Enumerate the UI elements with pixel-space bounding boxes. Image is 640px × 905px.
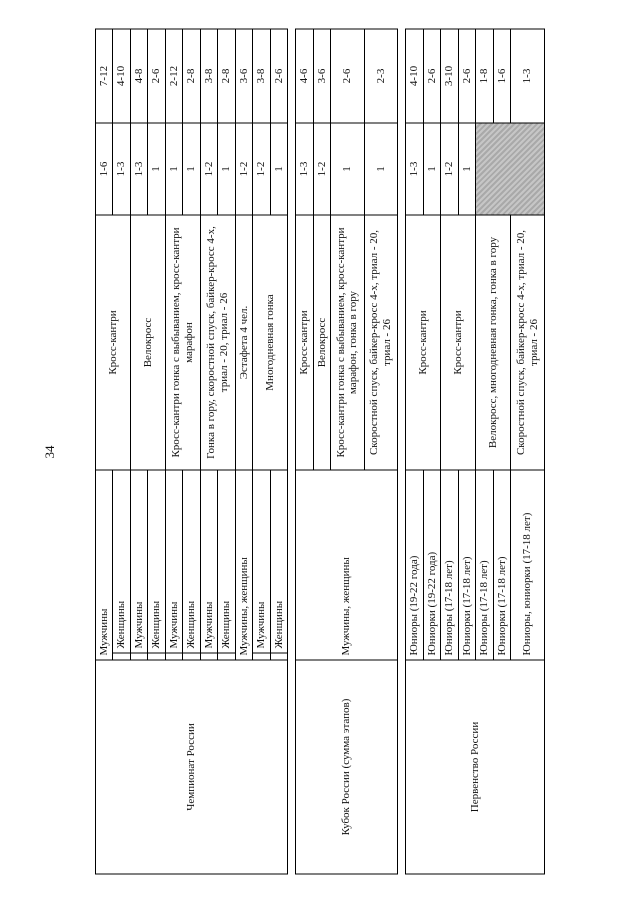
points-cell: 2-12 xyxy=(165,29,182,123)
points-cell: 4-10 xyxy=(406,29,423,123)
places-cell: 1 xyxy=(331,123,365,215)
places-cell: 1-3 xyxy=(406,123,423,215)
table-row xyxy=(296,29,313,874)
discipline-cell: Эстафета 4 чел. xyxy=(235,215,252,470)
places-cell: 1-3 xyxy=(113,123,130,215)
points-cell: 2-8 xyxy=(218,29,235,123)
group-cell xyxy=(183,470,200,660)
places-cell: 1 xyxy=(364,123,398,215)
points-cell: 2-6 xyxy=(423,29,440,123)
section-gap xyxy=(288,29,296,874)
competition-cell: Первенство России xyxy=(406,660,545,874)
places-cell: 1 xyxy=(423,123,440,215)
group-cell: Юниоры (19-22 года) xyxy=(406,470,423,660)
group-cell xyxy=(165,470,182,660)
points-cell: 1-3 xyxy=(511,29,545,123)
group-cell: Юниоры, юниорки (17-18 лет) xyxy=(511,470,545,660)
discipline-cell: Кросс-кантри гонка с выбыванием, кросс-кантри марафон, гонка в гору xyxy=(331,215,365,470)
group-cell xyxy=(130,470,147,660)
group-cell: Юниорки (17-18 лет) xyxy=(493,470,510,660)
places-cell: 1-6 xyxy=(96,123,113,215)
group-label: Мужчины xyxy=(201,471,217,654)
competition-cell: Кубок России (сумма этапов) xyxy=(296,660,398,874)
points-cell: 2-6 xyxy=(270,29,287,123)
discipline-cell: Кросс-кантри xyxy=(441,215,476,470)
page-number: 34 xyxy=(42,445,57,459)
group-cell: Мужчины, женщины xyxy=(235,470,252,660)
group-cell: Юниорки (17-18 лет) xyxy=(458,470,475,660)
group-cell xyxy=(148,470,165,660)
places-cell: 1-2 xyxy=(441,123,458,215)
places-cell: 1 xyxy=(165,123,182,215)
places-cell-shaded xyxy=(476,123,545,215)
points-cell: 3-10 xyxy=(441,29,458,123)
places-cell: 1 xyxy=(183,123,200,215)
places-cell: 1-2 xyxy=(235,123,252,215)
rotated-table-container xyxy=(95,30,545,875)
points-cell: 3-6 xyxy=(235,29,252,123)
points-cell: 3-6 xyxy=(313,29,330,123)
discipline-cell: Велокросс, многодневная гонка, гонка в гору xyxy=(476,215,511,470)
group-cell xyxy=(253,470,270,660)
rankings-table xyxy=(95,29,545,875)
discipline-cell: Кросс-кантри xyxy=(406,215,441,470)
points-cell: 4-10 xyxy=(113,29,130,123)
group-cell xyxy=(270,470,287,660)
points-cell: 3-8 xyxy=(253,29,270,123)
discipline-cell: Многодневная гонка xyxy=(253,215,288,470)
places-cell: 1 xyxy=(270,123,287,215)
group-label: Мужчины xyxy=(253,471,269,654)
group-label: Мужчины xyxy=(131,471,147,654)
points-cell: 4-6 xyxy=(296,29,313,123)
group-label: Женщины xyxy=(148,471,164,654)
points-cell: 2-6 xyxy=(331,29,365,123)
discipline-cell: Кросс-кантри гонка с выбыванием, кросс-кантри марафон xyxy=(165,215,200,470)
discipline-cell: Скоростной спуск, байкер-кросс 4-х, триал - 20, триал - 26 xyxy=(364,215,398,470)
table-row xyxy=(96,29,113,874)
group-cell xyxy=(200,470,217,660)
section-gap-cell xyxy=(288,29,296,874)
discipline-cell: Велокросс xyxy=(130,215,165,470)
group-cell: Юниоры (17-18 лет) xyxy=(476,470,493,660)
points-cell: 7-12 xyxy=(96,29,113,123)
points-cell: 2-6 xyxy=(148,29,165,123)
section-gap-cell xyxy=(398,29,406,874)
discipline-cell: Кросс-кантри xyxy=(96,215,131,470)
places-cell: 1-2 xyxy=(313,123,330,215)
group-label: Женщины xyxy=(218,471,234,654)
group-label: Женщины xyxy=(271,471,287,654)
points-cell: 4-8 xyxy=(130,29,147,123)
points-cell: 2-8 xyxy=(183,29,200,123)
places-cell: 1-3 xyxy=(296,123,313,215)
points-cell: 2-3 xyxy=(364,29,398,123)
group-cell: Юниорки (19-22 года) xyxy=(423,470,440,660)
group-label: Женщины xyxy=(183,471,199,654)
places-cell: 1-3 xyxy=(130,123,147,215)
group-label: Женщины xyxy=(113,471,129,654)
points-cell: 2-6 xyxy=(458,29,475,123)
table-row xyxy=(406,29,423,874)
places-cell: 1 xyxy=(148,123,165,215)
discipline-cell: Скоростной спуск, байкер-кросс 4-х, триал - 20, триал - 26 xyxy=(511,215,545,470)
points-cell: 1-6 xyxy=(493,29,510,123)
discipline-cell: Велокросс xyxy=(313,215,330,470)
places-cell: 1 xyxy=(218,123,235,215)
group-label: Мужчины xyxy=(166,471,182,654)
points-cell: 1-8 xyxy=(476,29,493,123)
places-cell: 1-2 xyxy=(200,123,217,215)
points-cell: 3-8 xyxy=(200,29,217,123)
group-cell xyxy=(113,470,130,660)
section-gap xyxy=(398,29,406,874)
competition-cell: Чемпионат России xyxy=(96,660,288,874)
places-cell: 1-2 xyxy=(253,123,270,215)
group-cell: Мужчины xyxy=(96,470,113,660)
group-cell: Мужчины, женщины xyxy=(296,470,398,660)
discipline-cell: Кросс-кантри xyxy=(296,215,313,470)
group-cell xyxy=(218,470,235,660)
group-cell: Юниоры (17-18 лет) xyxy=(441,470,458,660)
places-cell: 1 xyxy=(458,123,475,215)
discipline-cell: Гонка в гору, скоростной спуск, байкер-кросс 4-х, триал - 20, триал - 26 xyxy=(200,215,235,470)
